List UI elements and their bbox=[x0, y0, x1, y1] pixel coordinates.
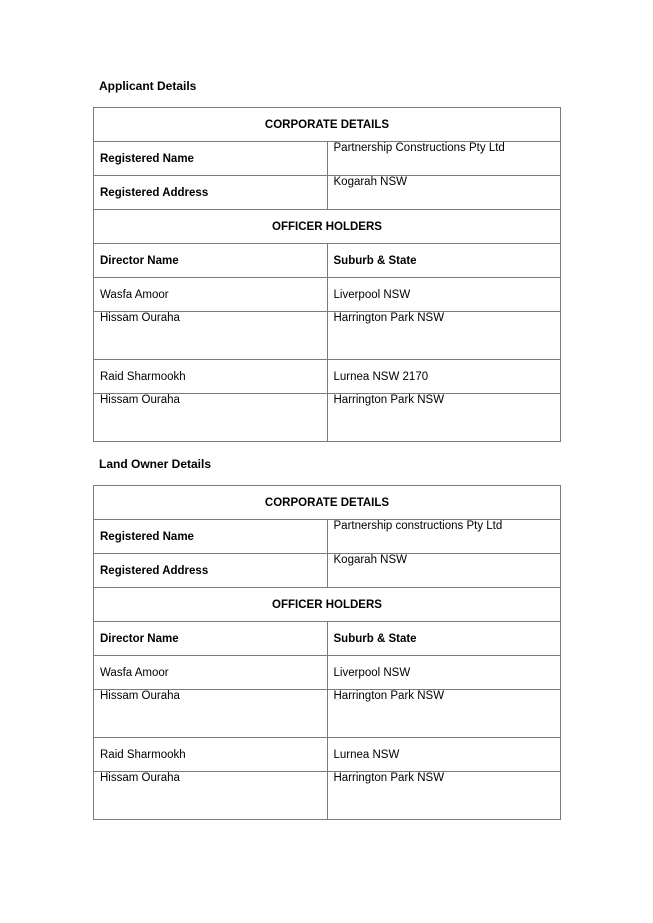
table-row bbox=[94, 656, 561, 690]
suburb-state: Harrington Park NSW bbox=[327, 690, 561, 738]
director-name: Hissam Ouraha bbox=[94, 394, 328, 442]
director-name: Hissam Ouraha bbox=[94, 312, 328, 360]
table-row bbox=[94, 554, 561, 588]
table-row bbox=[94, 622, 561, 656]
suburb-state: Liverpool NSW bbox=[327, 278, 561, 312]
table-row bbox=[94, 278, 561, 312]
land-owner-heading: Land Owner Details bbox=[99, 457, 212, 471]
table-row bbox=[94, 486, 561, 520]
table-row bbox=[94, 588, 561, 622]
director-name-header: Director Name bbox=[94, 244, 328, 278]
suburb-state: Lurnea NSW bbox=[327, 738, 561, 772]
suburb-state: Harrington Park NSW bbox=[327, 772, 561, 820]
director-name: Hissam Ouraha bbox=[94, 772, 328, 820]
land-owner-table bbox=[93, 485, 561, 820]
registered-address-value: Kogarah NSW bbox=[327, 176, 561, 210]
director-name: Hissam Ouraha bbox=[94, 690, 328, 738]
suburb-state: Harrington Park NSW bbox=[327, 312, 561, 360]
corporate-details-title: CORPORATE DETAILS bbox=[94, 486, 561, 520]
director-name-header: Director Name bbox=[94, 622, 328, 656]
table-row bbox=[94, 244, 561, 278]
suburb-state-header: Suburb & State bbox=[327, 244, 561, 278]
table-row bbox=[94, 772, 561, 820]
table-row bbox=[94, 176, 561, 210]
registered-name-label: Registered Name bbox=[94, 142, 328, 176]
officer-holders-title: OFFICER HOLDERS bbox=[94, 588, 561, 622]
table-row bbox=[94, 520, 561, 554]
registered-name-value: Partnership constructions Pty Ltd bbox=[327, 520, 561, 554]
suburb-state: Lurnea NSW 2170 bbox=[327, 360, 561, 394]
table-row bbox=[94, 210, 561, 244]
suburb-state: Harrington Park NSW bbox=[327, 394, 561, 442]
table-row bbox=[94, 738, 561, 772]
registered-address-label: Registered Address bbox=[94, 554, 328, 588]
director-name: Wasfa Amoor bbox=[94, 656, 328, 690]
table-row bbox=[94, 312, 561, 360]
officer-holders-title: OFFICER HOLDERS bbox=[94, 210, 561, 244]
corporate-details-title: CORPORATE DETAILS bbox=[94, 108, 561, 142]
registered-address-value: Kogarah NSW bbox=[327, 554, 561, 588]
applicant-heading: Applicant Details bbox=[99, 79, 197, 93]
director-name: Wasfa Amoor bbox=[94, 278, 328, 312]
table-row bbox=[94, 142, 561, 176]
registered-name-value: Partnership Constructions Pty Ltd bbox=[327, 142, 561, 176]
registered-name-label: Registered Name bbox=[94, 520, 328, 554]
director-name: Raid Sharmookh bbox=[94, 738, 328, 772]
table-row bbox=[94, 108, 561, 142]
suburb-state-header: Suburb & State bbox=[327, 622, 561, 656]
table-row bbox=[94, 394, 561, 442]
registered-address-label: Registered Address bbox=[94, 176, 328, 210]
table-row bbox=[94, 690, 561, 738]
applicant-table bbox=[93, 107, 561, 442]
suburb-state: Liverpool NSW bbox=[327, 656, 561, 690]
table-row bbox=[94, 360, 561, 394]
director-name: Raid Sharmookh bbox=[94, 360, 328, 394]
